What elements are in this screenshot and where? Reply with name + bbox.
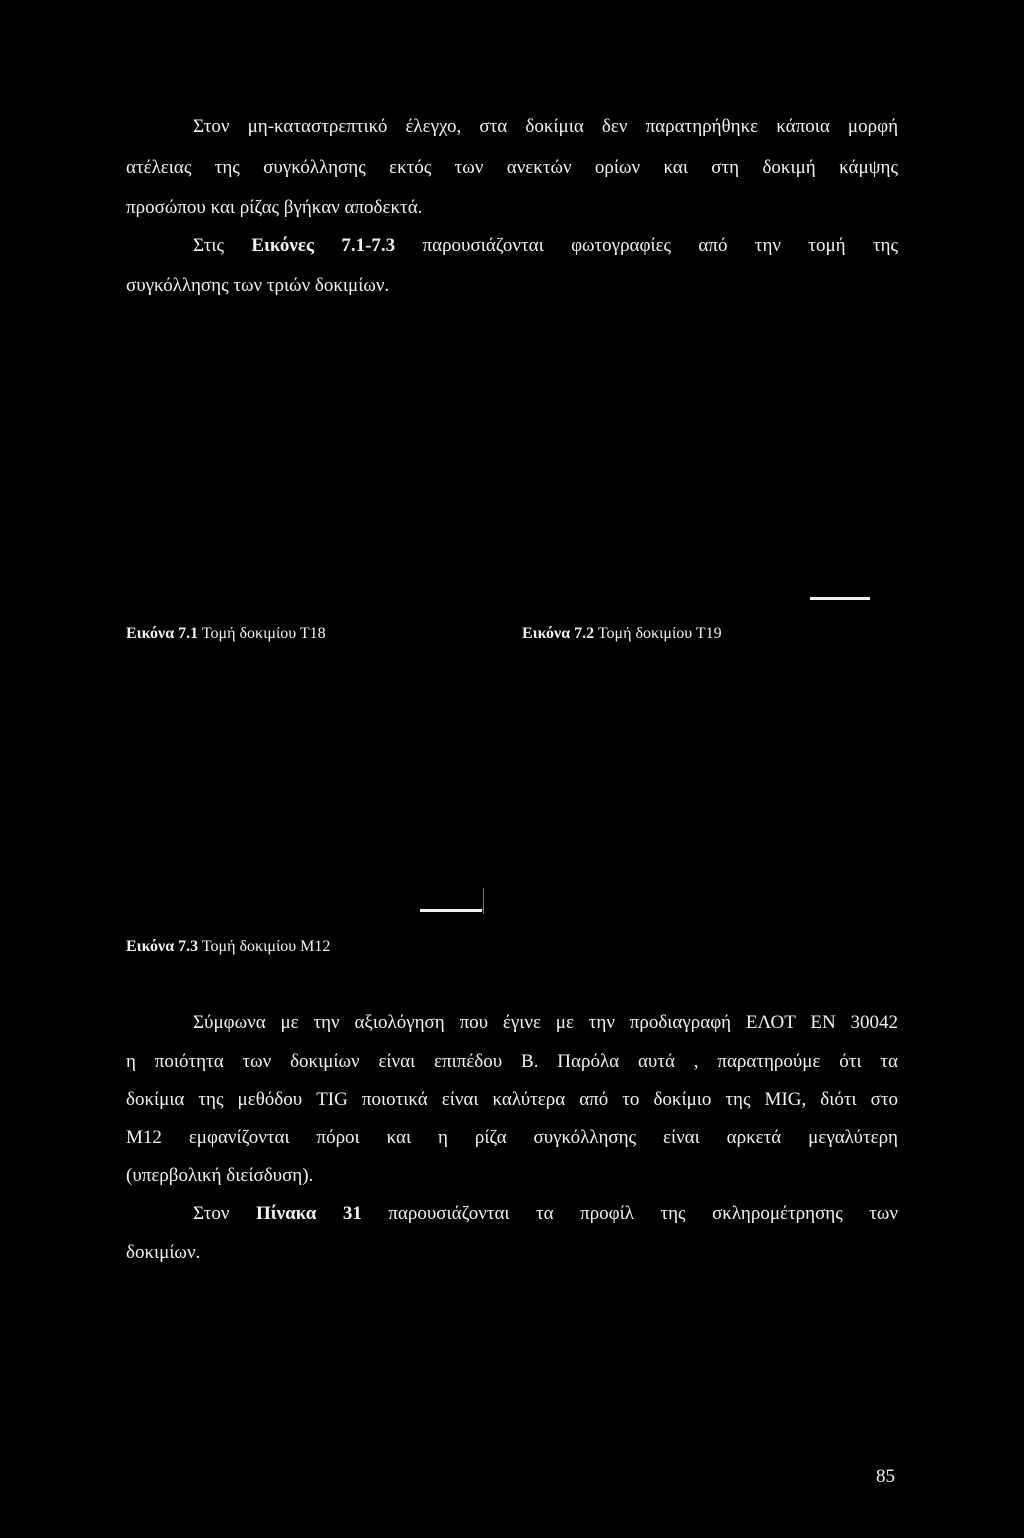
para4-post: παρουσιάζονται τα προφίλ της σκληρομέτρησης των — [361, 1203, 898, 1224]
para3-line5: (υπερβολική διείσδυση). — [126, 1165, 314, 1186]
figure-edge-mark — [483, 888, 484, 914]
para1-line2: ατέλειας της συγκόλλησης εκτός των ανεκτών ορίων και στη δοκιμή κάμψης — [126, 157, 898, 178]
para4-pre: Στον — [193, 1203, 256, 1224]
caption-label: Εικόνα 7.2 — [522, 625, 595, 642]
caption-text: Τομή δοκιμίου Μ12 — [198, 938, 331, 955]
caption-figure-7-2 — [522, 625, 722, 643]
page-number: 85 — [876, 1466, 895, 1487]
caption-label: Εικόνα 7.1 — [126, 625, 199, 642]
caption-text: Τομή δοκιμίου Τ18 — [198, 625, 326, 642]
caption-figure-7-3 — [126, 938, 330, 956]
para2-line2: συγκόλλησης των τριών δοκιμίων. — [126, 275, 390, 296]
para3-line1: Σύμφωνα με την αξιολόγηση που έγινε με την προδιαγραφή ΕΛΟΤ EN 30042 — [193, 1012, 898, 1033]
para4-line2: δοκιμίων. — [126, 1242, 201, 1263]
para1-line1: Στον μη-καταστρεπτικό έλεγχο, στα δοκίμια δεν παρατηρήθηκε κάποια μορφή — [193, 116, 898, 137]
para2-pre: Στις — [193, 235, 252, 256]
para2-line1 — [193, 235, 898, 257]
caption-text: Τομή δοκιμίου Τ19 — [594, 625, 722, 642]
caption-figure-7-1 — [126, 625, 326, 643]
para3-line4: M12 εμφανίζονται πόροι και η ρίζα συγκόλλησης είναι αρκετά μεγαλύτερη — [126, 1127, 898, 1148]
figure-reference: Εικόνες 7.1-7.3 — [251, 235, 396, 256]
para2-post: παρουσιάζονται φωτογραφίες από την τομή της — [395, 235, 898, 256]
para1-line3: προσώπου και ρίζας βγήκαν αποδεκτά. — [126, 197, 423, 218]
table-reference: Πίνακα 31 — [255, 1203, 362, 1224]
caption-label: Εικόνα 7.3 — [126, 938, 199, 955]
para3-line2: η ποιότητα των δοκιμίων είναι επιπέδου Β. Παρόλα αυτά , παρατηρούμε ότι τα — [126, 1051, 898, 1072]
para3-line3: δοκίμια της μεθόδου TIG ποιοτικά είναι καλύτερα από το δοκίμιο της MIG, διότι στο — [126, 1089, 898, 1110]
figure-scale-bar — [810, 597, 870, 600]
para4-line1 — [193, 1203, 898, 1225]
figure-scale-bar — [420, 909, 482, 912]
